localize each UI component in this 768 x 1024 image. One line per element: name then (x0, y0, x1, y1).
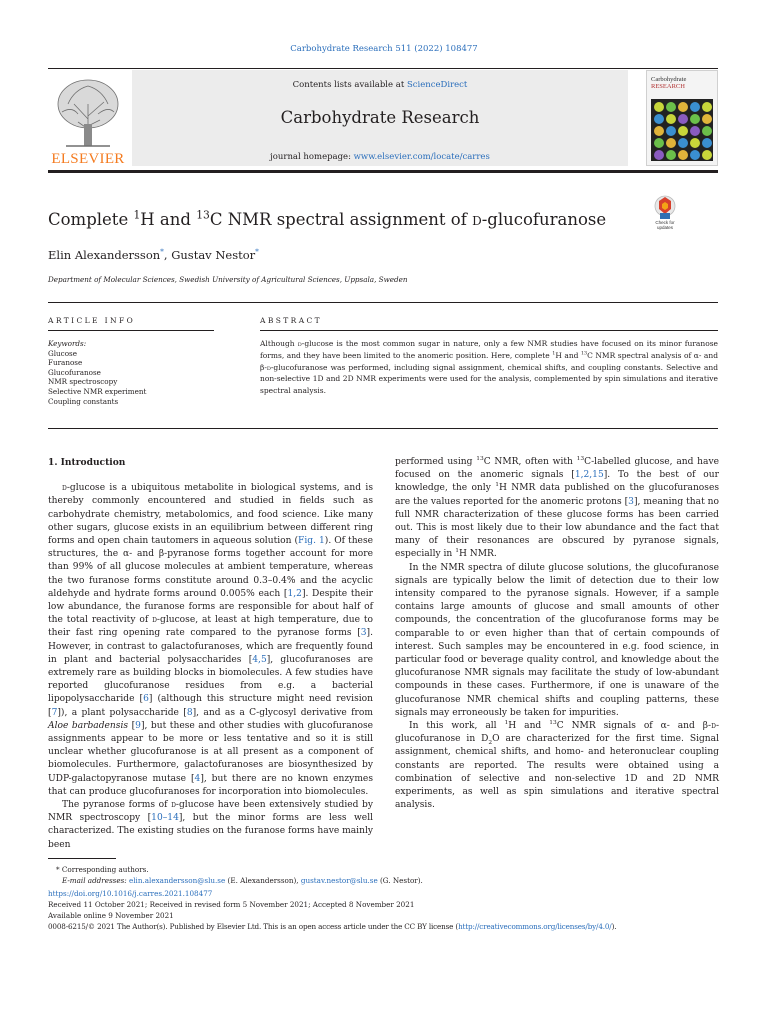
homepage-link[interactable]: www.elsevier.com/locate/carres (353, 152, 490, 162)
text-run: H NMR data published on the glucofuranoses are the values reported for the anomeric protons [ (395, 483, 719, 507)
title-superscript: 1 (133, 208, 141, 222)
body-column-left (48, 456, 373, 852)
reference-link[interactable]: 1,2,15 (574, 470, 604, 481)
abstract-part: -glucofuranose was performed, including signal assignment, chemical shifts, and coupling constants. Selective and non-selective 1D and 2D NMR experiments were used for the analysis, complemented by spin simulations and iterative spectral analysis. (260, 362, 718, 396)
corresponding-note (48, 864, 728, 875)
contents-prefix: Contents lists available at (292, 80, 407, 90)
article-info-heading: ARTICLE INFO (48, 316, 136, 325)
keyword-item: Selective NMR experiment (48, 386, 147, 396)
text-run: ], glucofuranoses are extremely rare as building blocks in biomolecules. A few studies have reported glucofuranose residues from e.g. a bacterial lipopolysaccharide [ (48, 654, 373, 705)
cover-artwork (651, 99, 713, 161)
text-run: C NMR signals of α- and β- (556, 721, 712, 732)
intro-paragraph-4 (395, 720, 719, 812)
body-column-right (395, 456, 719, 812)
reference-link[interactable]: 1,2 (287, 588, 302, 599)
species-name: Aloe barbadensis (48, 720, 129, 731)
corresponding-mark[interactable]: * (255, 247, 259, 257)
title-rule (48, 302, 718, 303)
text-run: 2 (488, 740, 493, 747)
text-run: 13 (476, 455, 484, 462)
intro-paragraph-2 (48, 799, 373, 852)
text-run: d (711, 721, 716, 732)
text-run: d (152, 615, 157, 626)
abstract-part: 1 (552, 350, 556, 357)
abstract-rule (260, 330, 718, 331)
email-label: E-mail addresses: (62, 876, 129, 885)
author-list (48, 248, 259, 262)
text-run: ], but the minor forms are less well characterized. The existing studies on the furanose forms have mainly been (48, 813, 374, 850)
title-part: H and (140, 210, 197, 229)
abstract-part: H and (555, 350, 581, 360)
text-run: d (62, 483, 67, 494)
abstract-part: -glucose is the most common sugar in nature, only a few NMR studies have focused on its minor furanose forms, and they have been limited to the anomeric position. Here, complete (260, 339, 718, 360)
text-run: ], but these and other studies with glucofuranose assignments appear to be more or less tentative and so it is still unclear whether glucofuranose is at all present as a component of biomolecules. Furthermore, galactofuranoses are biosynthesized by UDP-galactopyranose mutase [ (48, 720, 374, 784)
header-top-rule (48, 68, 718, 69)
text-run: -glucose is a ubiquitous metabolite in biological systems, and is thereby commonly encountered and studied in fields such as carbohydrate chemistry, metabolomics, and food science. Like many other sugars, glucose exists in an equilibrium between different ring forms and open chain tautomers in aqueous solution ( (48, 483, 373, 547)
license-note (48, 921, 728, 932)
text-run: ] (although this structure might need revision [ (48, 694, 373, 718)
text-run: ], and as a C-glycosyl derivative from (192, 707, 373, 718)
cover-subtitle: RESEARCH (651, 83, 685, 90)
author-affiliation: Department of Molecular Sciences, Swedish University of Agricultural Sciences, Uppsala, Sweden (48, 275, 408, 284)
text-run: [ (128, 720, 136, 731)
abstract-part: C NMR spectral analysis of α- and β- (260, 350, 718, 372)
sciencedirect-link[interactable]: ScienceDirect (406, 80, 468, 90)
figure-1-link[interactable]: Fig. 1 (298, 536, 325, 547)
keywords-list (48, 339, 146, 406)
text-run: 1 (495, 482, 499, 489)
text-run: 13 (549, 720, 557, 727)
journal-cover-thumbnail[interactable] (646, 70, 718, 166)
author-name[interactable]: Elin Alexandersson (48, 248, 161, 262)
section-heading-introduction: 1. Introduction (48, 457, 126, 468)
author-name[interactable]: , Gustav Nestor (163, 248, 256, 262)
keyword-item: Glucose (48, 348, 77, 358)
text-run: 1 (504, 720, 509, 727)
title-superscript: 13 (196, 208, 210, 222)
homepage-prefix: journal homepage: (270, 152, 354, 162)
journal-citation-link[interactable]: Carbohydrate Research 511 (2022) 108477 (290, 44, 478, 54)
text-run: The pyranose forms of (62, 800, 172, 811)
text-run: -glucose have been extensively studied by NMR spectroscopy [ (48, 800, 373, 824)
text-run: H NMR. (458, 549, 497, 560)
intro-paragraph-2-continued (395, 456, 719, 562)
text-run: ]. However, in contrast to galactofuranoses, which are frequently found in plant and bacterial polysaccharides [ (48, 628, 373, 665)
check-for-updates-badge[interactable] (645, 193, 685, 233)
text-run: In this work, all (409, 721, 505, 732)
title-part: Complete (48, 210, 134, 229)
footnotes (48, 864, 728, 932)
text-run: O are characterized for the first time. Signal assignment, chemical shifts, and homo- and heteronuclear coupling constants are reported. The results were obtained using a combination of selective and non-selective 1D and 2D NMR experiments, as well as spin simulations and iterative spectral analysis. (395, 734, 719, 811)
badge-line2: updates (656, 225, 673, 230)
text-run: H and (508, 721, 550, 732)
keyword-item: Furanose (48, 358, 83, 368)
text-run: ). Of these structures, the α- and β-pyranose forms together account for more than 99% of all glucose molecules at ambient temperature, whereas the two furanose forms constitute around 0.3–0.4% and the acyclic aldehyde and hydrate forms around 0.005% each [ (48, 536, 373, 599)
text-run: performed using (395, 457, 477, 467)
footnote-text: (E. Alexandersson), (225, 876, 301, 885)
abstract-part: d (297, 339, 302, 348)
footnote-text: (G. Nestor). (377, 876, 423, 885)
doi-link[interactable] (48, 888, 728, 899)
reference-link[interactable]: 3 (360, 628, 367, 639)
text-run: ]), a plant polysaccharide [ (57, 707, 187, 718)
text-run: 13 (576, 455, 585, 462)
email-link[interactable]: elin.alexandersson@slu.se (129, 876, 226, 885)
abstract-part: 13 (580, 350, 588, 357)
text-run: 1 (455, 548, 459, 555)
reference-link[interactable]: 9 (135, 720, 141, 731)
reference-link[interactable]: 4 (194, 773, 201, 784)
journal-homepage (132, 152, 628, 162)
article-info-rule (48, 330, 214, 331)
keyword-item: Coupling constants (48, 396, 119, 406)
reference-link[interactable]: 10–14 (151, 813, 179, 824)
cover-title: Carbohydrate (651, 76, 687, 83)
reference-link[interactable]: 4,5 (252, 654, 267, 665)
doi-url[interactable]: https://doi.org/10.1016/j.carres.2021.108477 (48, 889, 213, 898)
license-text: 0008-6215/© 2021 The Author(s). Published by Elsevier Ltd. This is an open access article under the CC BY license ( (48, 922, 459, 931)
keyword-item: NMR spectroscopy (48, 377, 118, 387)
abstract-part: d (266, 362, 271, 372)
keywords-bottom-rule (48, 428, 718, 429)
text-run: -glucofuranose in D (395, 721, 720, 745)
elsevier-wordmark: ELSEVIER (51, 151, 125, 167)
corresponding-mark[interactable]: * (160, 247, 164, 257)
title-small-caps: d (472, 210, 482, 229)
text-run: C-labelled glucose, and have focused on the anomeric signals [ (395, 457, 719, 481)
email-note (48, 875, 728, 886)
license-link[interactable]: http://creativecommons.org/licenses/by/4.0/ (458, 922, 612, 931)
abstract-text (260, 338, 718, 397)
header-bottom-rule (48, 170, 718, 173)
keyword-item: Glucofuranose (48, 367, 101, 377)
article-title (48, 210, 606, 229)
footnote-star: * (56, 865, 60, 874)
text-run: ], but there are no known enzymes that can produce glucofuranoses for incorporation into biomolecules. (48, 773, 373, 797)
title-part: C NMR spectral assignment of (209, 210, 473, 229)
received-dates: Received 11 October 2021; Received in revised form 5 November 2021; Accepted 8 November 2021 (48, 900, 415, 909)
text-run: ]. Despite their low abundance, the furanose forms are responsible for about half of the total reactivity of (48, 588, 373, 626)
intro-paragraph-3: In the NMR spectra of dilute glucose solutions, the glucofuranose signals are typically below the limit of detection due to their low intensity compared to the pyranose signals. However, if a sample contains large amounts of glucose and small amounts of other compounds, the concentration of the glucofuranose forms may be comparable to or even higher than that of certain compounds of interest. Such samples may be encountered in e.g. food science, in particular food or beverage quality control, and knowledge about the glucofuranose NMR signals may facilitate the study of low-abundant compounds in these cases. Furthermore, if one is unaware of the glucofuranose NMR chemical shifts and coupling patterns, these signals may erroneously be taken for impurities. (395, 562, 719, 718)
journal-name: Carbohydrate Research (280, 108, 480, 127)
text-run: C NMR, often with (483, 457, 577, 467)
footnote-rule (48, 858, 116, 859)
title-part: -glucofuranose (481, 210, 607, 229)
text-run: ], meaning that no full NMR characterization of these glucose forms has been carried out. This is most likely due to their low abundance and the fact that many of their resonances are obscured by pyranose signals, especially in (395, 496, 719, 560)
abstract-part: Although (260, 339, 298, 348)
email-link[interactable]: gustav.nestor@slu.se (300, 876, 378, 885)
reference-link[interactable]: 8 (186, 707, 193, 718)
license-text: ). (611, 922, 617, 931)
contents-availability (132, 80, 628, 90)
abstract-heading: ABSTRACT (260, 316, 323, 325)
badge-line1: Check for (655, 220, 675, 225)
reference-link[interactable]: 3 (628, 496, 634, 507)
available-online: Available online 9 November 2021 (48, 911, 174, 920)
intro-paragraph-1 (48, 482, 373, 799)
text-run: d (171, 800, 176, 811)
text-run: ]. To the best of our knowledge, the only (395, 470, 719, 494)
text-run: -glucose, at least at high temperature, due to their fast ring opening rate compared to the pyranose forms [ (48, 615, 373, 639)
reference-link[interactable]: 7 (51, 707, 58, 718)
keywords-label: Keywords: (48, 339, 87, 348)
footnote-text: Corresponding authors. (59, 865, 149, 874)
reference-link[interactable]: 6 (143, 694, 149, 705)
